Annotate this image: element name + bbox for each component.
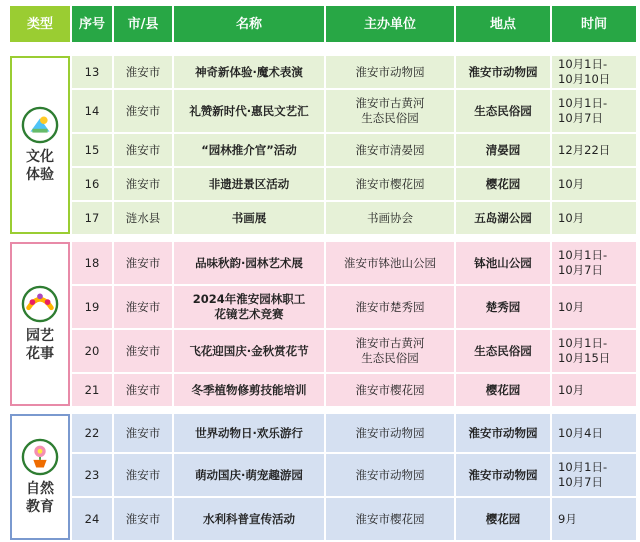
row-organizer: 淮安市古黄河 生态民俗园 <box>326 90 454 132</box>
row-organizer: 淮安市动物园 <box>326 56 454 88</box>
row-number: 20 <box>72 330 112 372</box>
row-city: 淮安市 <box>114 330 172 372</box>
row-time: 10月 <box>552 168 636 200</box>
row-time: 12月22日 <box>552 134 636 166</box>
table-row <box>10 90 636 132</box>
row-number: 14 <box>72 90 112 132</box>
row-place: 生态民俗园 <box>456 330 550 372</box>
row-place: 樱花园 <box>456 374 550 406</box>
header-no: 序号 <box>72 6 112 42</box>
row-name: 品味秋韵·园林艺术展 <box>174 242 324 284</box>
row-time: 9月 <box>552 498 636 540</box>
row-place: 淮安市动物园 <box>456 454 550 496</box>
category-label: 自然 教育 <box>26 481 54 515</box>
row-organizer: 淮安市樱花园 <box>326 168 454 200</box>
table-row <box>10 56 636 88</box>
table-row <box>10 414 636 452</box>
culture-icon <box>21 106 59 144</box>
potted-flower-icon <box>21 438 59 476</box>
category-cell <box>10 56 70 234</box>
row-name: 萌动国庆·萌宠趣游园 <box>174 454 324 496</box>
row-number: 21 <box>72 374 112 406</box>
header-name: 名称 <box>174 6 324 42</box>
row-name: 书画展 <box>174 202 324 234</box>
row-place: 楚秀园 <box>456 286 550 328</box>
header-place: 地点 <box>456 6 550 42</box>
row-number: 23 <box>72 454 112 496</box>
row-name: 礼赞新时代·惠民文艺汇 <box>174 90 324 132</box>
row-time: 10月1日- 10月10日 <box>552 56 636 88</box>
row-name: 2024年淮安园林职工 花镜艺术竞赛 <box>174 286 324 328</box>
row-name: 世界动物日·欢乐游行 <box>174 414 324 452</box>
row-organizer: 淮安市樱花园 <box>326 374 454 406</box>
row-name: 冬季植物修剪技能培训 <box>174 374 324 406</box>
row-place: 樱花园 <box>456 168 550 200</box>
row-time: 10月1日- 10月7日 <box>552 90 636 132</box>
row-place: 五岛湖公园 <box>456 202 550 234</box>
row-city: 淮安市 <box>114 286 172 328</box>
header-type: 类型 <box>10 6 70 42</box>
row-time: 10月 <box>552 286 636 328</box>
row-place: 钵池山公园 <box>456 242 550 284</box>
table-row <box>10 498 636 540</box>
row-organizer: 淮安市动物园 <box>326 454 454 496</box>
row-number: 17 <box>72 202 112 234</box>
row-organizer: 淮安市古黄河 生态民俗园 <box>326 330 454 372</box>
category-cell <box>10 414 70 540</box>
row-organizer: 书画协会 <box>326 202 454 234</box>
table-row <box>10 242 636 284</box>
row-organizer: 淮安市动物园 <box>326 414 454 452</box>
row-city: 淮安市 <box>114 454 172 496</box>
row-organizer: 淮安市楚秀园 <box>326 286 454 328</box>
row-city: 涟水县 <box>114 202 172 234</box>
row-city: 淮安市 <box>114 414 172 452</box>
row-time: 10月4日 <box>552 414 636 452</box>
row-city: 淮安市 <box>114 242 172 284</box>
row-time: 10月1日- 10月15日 <box>552 330 636 372</box>
header-time: 时间 <box>552 6 636 42</box>
row-number: 18 <box>72 242 112 284</box>
row-city: 淮安市 <box>114 168 172 200</box>
category-label: 园艺 花事 <box>26 328 54 362</box>
category-cell <box>10 242 70 406</box>
row-city: 淮安市 <box>114 498 172 540</box>
row-time: 10月1日- 10月7日 <box>552 454 636 496</box>
events-table <box>8 4 638 542</box>
table-row <box>10 374 636 406</box>
header-org: 主办单位 <box>326 6 454 42</box>
row-city: 淮安市 <box>114 374 172 406</box>
row-place: 生态民俗园 <box>456 90 550 132</box>
category-label: 文化 体验 <box>26 149 54 183</box>
table-row <box>10 134 636 166</box>
row-place: 樱花园 <box>456 498 550 540</box>
table-row <box>10 330 636 372</box>
row-place: 清晏园 <box>456 134 550 166</box>
row-name: 神奇新体验·魔术表演 <box>174 56 324 88</box>
row-place: 淮安市动物园 <box>456 56 550 88</box>
row-city: 淮安市 <box>114 90 172 132</box>
row-number: 24 <box>72 498 112 540</box>
table-row <box>10 454 636 496</box>
row-number: 13 <box>72 56 112 88</box>
row-name: 水利科普宣传活动 <box>174 498 324 540</box>
row-time: 10月 <box>552 202 636 234</box>
row-city: 淮安市 <box>114 56 172 88</box>
table-row <box>10 202 636 234</box>
flower-garland-icon <box>21 285 59 323</box>
row-organizer: 淮安市清晏园 <box>326 134 454 166</box>
row-number: 19 <box>72 286 112 328</box>
row-name: 非遗进景区活动 <box>174 168 324 200</box>
row-city: 淮安市 <box>114 134 172 166</box>
row-number: 16 <box>72 168 112 200</box>
row-organizer: 淮安市钵池山公园 <box>326 242 454 284</box>
row-name: “园林推介官”活动 <box>174 134 324 166</box>
row-name: 飞花迎国庆·金秋赏花节 <box>174 330 324 372</box>
row-number: 15 <box>72 134 112 166</box>
table-row <box>10 286 636 328</box>
row-number: 22 <box>72 414 112 452</box>
row-organizer: 淮安市樱花园 <box>326 498 454 540</box>
header-row <box>10 6 636 42</box>
row-time: 10月1日- 10月7日 <box>552 242 636 284</box>
table-row <box>10 168 636 200</box>
header-city: 市/县 <box>114 6 172 42</box>
row-time: 10月 <box>552 374 636 406</box>
row-place: 淮安市动物园 <box>456 414 550 452</box>
